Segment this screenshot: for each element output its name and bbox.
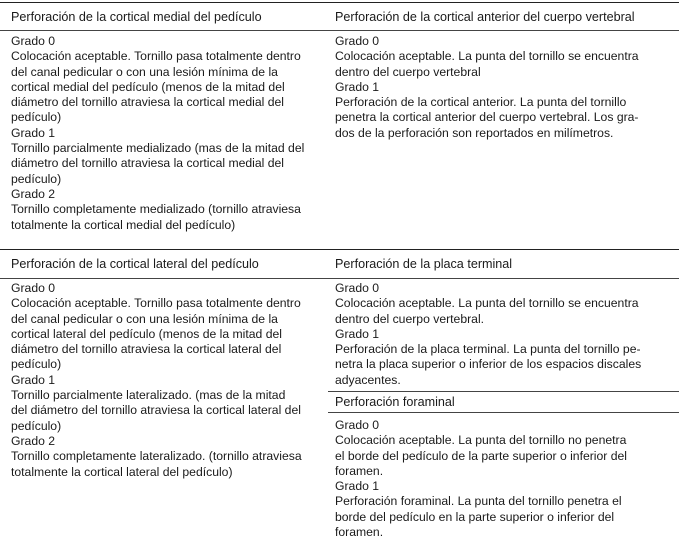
- medial-grade-1-line: diámetro del tornillo atraviesa la cortical medial del: [11, 156, 284, 171]
- medial-grade-0-line: cortical medial del pedículo (menos de la mitad del: [11, 79, 285, 94]
- endplate-grade-0-line: Colocación aceptable. La punta del tornillo se encuentra: [335, 296, 639, 311]
- medial-body: [11, 34, 326, 233]
- medial-header: Perforación de la cortical medial del pedículo: [11, 10, 262, 24]
- foraminal-grade-1-line: Perforación foraminal. La punta del tornillo penetra el: [335, 494, 622, 509]
- medial-grade-0-line: del canal pedicular o con una lesión mínima de la: [11, 64, 278, 79]
- header-rule-1: [0, 30, 679, 31]
- medial-grade-0-label: Grado 0: [11, 34, 56, 48]
- foraminal-header-bottom-rule: [328, 412, 679, 413]
- lateral-grade-1-label: Grado 1: [11, 372, 56, 387]
- foraminal-header-top-rule: [328, 391, 679, 392]
- endplate-grade-1-line: adyacentes.: [335, 372, 401, 387]
- foraminal-grade-1-label: Grado 1: [335, 479, 380, 494]
- lateral-grade-2-label: Grado 2: [11, 433, 56, 448]
- medial-grade-1-line: pedículo): [11, 171, 62, 186]
- endplate-grade-0-line: dentro del cuerpo vertebral.: [335, 311, 485, 326]
- anterior-grade-0-line: Colocación aceptable. La punta del tornillo se encuentra: [335, 49, 639, 64]
- anterior-body: [335, 34, 675, 141]
- medial-grade-2-line: Tornillo completamente medializado (tornillo atraviesa: [11, 202, 301, 217]
- header-rule-2: [0, 278, 679, 279]
- section-divider: [0, 249, 679, 250]
- lateral-grade-1-line: pedículo): [11, 418, 62, 433]
- anterior-grade-1-label: Grado 1: [335, 79, 380, 94]
- foraminal-grade-0-line: foramen.: [335, 463, 384, 478]
- foraminal-grade-0-line: el borde del pedículo de la parte superior o inferior del: [335, 448, 628, 463]
- medial-grade-2-label: Grado 2: [11, 186, 56, 201]
- foraminal-grade-0-label: Grado 0: [335, 418, 380, 432]
- medial-grade-0-line: Colocación aceptable. Tornillo pasa totalmente dentro: [11, 49, 301, 64]
- lateral-grade-1-line: Tornillo parcialmente lateralizado. (mas de la mitad: [11, 388, 286, 403]
- endplate-body: [335, 281, 675, 388]
- lateral-header: Perforación de la cortical lateral del pedículo: [11, 257, 259, 271]
- endplate-grade-1-label: Grado 1: [335, 326, 380, 341]
- lateral-grade-0-line: del canal pedicular o con una lesión mínima de la: [11, 311, 278, 326]
- endplate-grade-1-line: Perforación de la placa terminal. La punta del tornillo pe-: [335, 342, 641, 357]
- medial-grade-0-line: diámetro del tornillo atraviesa la cortical medial del: [11, 95, 284, 110]
- foraminal-grade-1-line: borde del pedículo en la parte superior o inferior del: [335, 509, 615, 524]
- anterior-header: Perforación de la cortical anterior del cuerpo vertebral: [335, 10, 635, 24]
- endplate-grade-0-label: Grado 0: [335, 281, 380, 295]
- foraminal-grade-1-line: foramen.: [335, 525, 384, 540]
- medial-grade-1-label: Grado 1: [11, 125, 56, 140]
- lateral-grade-0-label: Grado 0: [11, 281, 56, 295]
- lateral-grade-0-line: Colocación aceptable. Tornillo pasa totalmente dentro: [11, 296, 301, 311]
- anterior-grade-1-line: penetra la cortical anterior del cuerpo vertebral. Los gra-: [335, 110, 639, 125]
- lateral-grade-0-line: diámetro del tornillo atraviesa la cortical lateral del: [11, 342, 282, 357]
- lateral-grade-2-line: Tornillo completamente lateralizado. (tornillo atraviesa: [11, 449, 302, 464]
- medial-grade-1-line: Tornillo parcialmente medializado (mas de la mitad del: [11, 141, 305, 156]
- endplate-header: Perforación de la placa terminal: [335, 257, 513, 271]
- medial-grade-2-line: totalmente la cortical medial del pedículo): [11, 217, 236, 232]
- lateral-grade-0-line: pedículo): [11, 357, 62, 372]
- lateral-grade-2-line: totalmente la cortical lateral del pedículo): [11, 464, 233, 479]
- top-rule: [0, 2, 679, 3]
- endplate-grade-1-line: netra la placa superior o inferior de los espacios discales: [335, 357, 642, 372]
- lateral-body: [11, 281, 326, 480]
- lateral-grade-0-line: cortical lateral del pedículo (menos de la mitad del: [11, 326, 282, 341]
- medial-grade-0-line: pedículo): [11, 110, 62, 125]
- anterior-grade-0-label: Grado 0: [335, 34, 380, 48]
- foraminal-body: [335, 418, 675, 540]
- anterior-grade-0-line: dentro del cuerpo vertebral: [335, 64, 481, 79]
- anterior-grade-1-line: dos de la perforación son reportados en milímetros.: [335, 125, 614, 140]
- foraminal-grade-0-line: Colocación aceptable. La punta del tornillo no penetra: [335, 433, 627, 448]
- foraminal-header: Perforación foraminal: [335, 395, 455, 409]
- lateral-grade-1-line: del diámetro del tornillo atraviesa la cortical lateral del: [11, 403, 301, 418]
- anterior-grade-1-line: Perforación de la cortical anterior. La punta del tornillo: [335, 95, 627, 110]
